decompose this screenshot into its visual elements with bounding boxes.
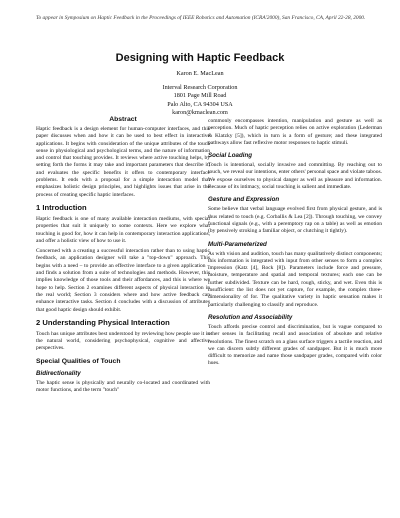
publication-note: To appear in Symposium on Haptic Feedback in the Proceedings of IEEE Robotics and Automation (ICRA'2000), San Francisco, CA, April 22-28, 2000. bbox=[36, 15, 366, 21]
intro-paragraph-1: Haptic feedback is one of many available interaction mediums, with special properties that suit it uniquely to some contexts. Here we explore what touching is good for, how it can help in contemporary interaction applications, and offer a holistic view of how to use it. bbox=[36, 215, 210, 244]
social-loading-paragraph: Touch is intentional, socially invasive and committing. By reaching out to touch, we reveal our intentions, enter others' personal space and violate taboos. We expose ourselves to physical danger as well as pleasure and information. Because of its intimacy, social touching is salient and immediate. bbox=[208, 162, 382, 191]
author-street: 1801 Page Mill Road bbox=[173, 92, 227, 100]
author-city: Palo Alto, CA 94304 USA bbox=[167, 100, 233, 108]
gesture-paragraph: Some believe that verbal language evolved first from physical gesture, and is thus related to touch (e.g. Corballis & Lea [2]). Through touching, we convey functional signals (e.g., with a peremptory rap on a table) as well as emotion (by pensively stroking a familiar object, or clutching it tightly). bbox=[208, 206, 382, 235]
subsection-heading-bidirectionality: Bidirectionality bbox=[36, 369, 81, 377]
section-heading-physical-interaction: 2 Understanding Physical Interaction bbox=[36, 317, 170, 327]
bidirectionality-paragraph: The haptic sense is physically and neurally co-located and coordinated with motor functions, and the term "touch" bbox=[36, 379, 210, 394]
intro-paragraph-2: Concerned with a creating a successful interaction rather than to using haptic feedback, an application designer will take a "top-down" approach. This begins with a need – to provide an effective interface to a given application – and finds a solution from a suite of technologies and methods. However, this implies knowledge of those tools and their affordances, and this is where we hope to help. Section 2 examines different aspects of physical interaction in the real world; Section 3 considers where and how active feedback can enhance interactive tasks. Section 4 concludes with a discussion of attributes that good haptic design should exhibit. bbox=[36, 248, 210, 313]
abstract-text: Haptic feedback is a design element for human-computer interfaces, and this paper discusses when and how it can be used to best effect in interactive applications. It begins with consideration of the unique attributes of the touch sense in physiological and psychological terms, and the nature of information and control that touching provides. It reviews where active touching helps, by setting forth the forms it may take and important parameters that describe it; and evaluates the specific benefits it offers to contemporary interface problems. It ends with a proposal for a simple interaction model that emphasizes holistic design principles, and highlights issues that arise in the process of creating specific haptic interfaces. bbox=[36, 126, 210, 198]
author-email: karon@kmaclean.com bbox=[172, 108, 228, 116]
author-block bbox=[0, 70, 400, 117]
abstract-heading: Abstract bbox=[109, 116, 137, 123]
paper-title: Designing with Haptic Feedback bbox=[115, 52, 285, 64]
subsection-heading-resolution: Resolution and Associability bbox=[208, 313, 293, 321]
subsection-heading-special-qualities: Special Qualities of Touch bbox=[36, 357, 121, 365]
section-heading-introduction: 1 Introduction bbox=[36, 202, 87, 212]
subsection-heading-social-loading: Social Loading bbox=[208, 152, 253, 160]
multi-parameterized-paragraph: As with vision and audition, touch has many qualitatively distinct components; this information is integrated with input from other senses to form a complex impression (Katz [4], Rock [8]). Parameters include force and pressure, moisture, temperature and spatial and temporal textures; each one can be further subdivided. Texture can be hard, rough, sticky, and wet. Even this is insufficient: the list does not yet capture, for example, the complex three-dimensionality of for. The qualitative variety in haptic sensation makes it particularly challenging to classify and reproduce. bbox=[208, 250, 382, 308]
author-name: Karon E. MacLean bbox=[176, 70, 224, 77]
resolution-paragraph: Touch affords precise control and discrimination, but is vague compared to other senses in facilitating recall and association of absolute and relative resolutions. The finest scratch on a glass surface triggers a tactile reaction, and we can discern subtly different grades of sandpaper. But it is much more difficult to memorize and name those sandpaper grades, compared with color hues. bbox=[208, 323, 382, 367]
left-column bbox=[36, 116, 210, 397]
subsection-heading-multi-parameterized: Multi-Parameterized bbox=[208, 240, 267, 248]
continued-paragraph: commonly encompasses intention, manipulation and gesture as well as perception. Much of haptic perception relies on active exploration (Lederman & Klatzky [5]), which in turn is a form of gesture; and these integrated pathways allow fast reflexive motor responses to haptic stimuli. bbox=[208, 118, 382, 146]
subsection-heading-gesture: Gesture and Expression bbox=[208, 196, 280, 204]
right-column bbox=[208, 118, 382, 371]
section2-paragraph: Touch has unique attributes best understood by reviewing how people use it in the natural world, considering psychophysical, cognitive and affective perspectives. bbox=[36, 330, 210, 352]
author-organization: Interval Research Corporation bbox=[162, 84, 238, 92]
